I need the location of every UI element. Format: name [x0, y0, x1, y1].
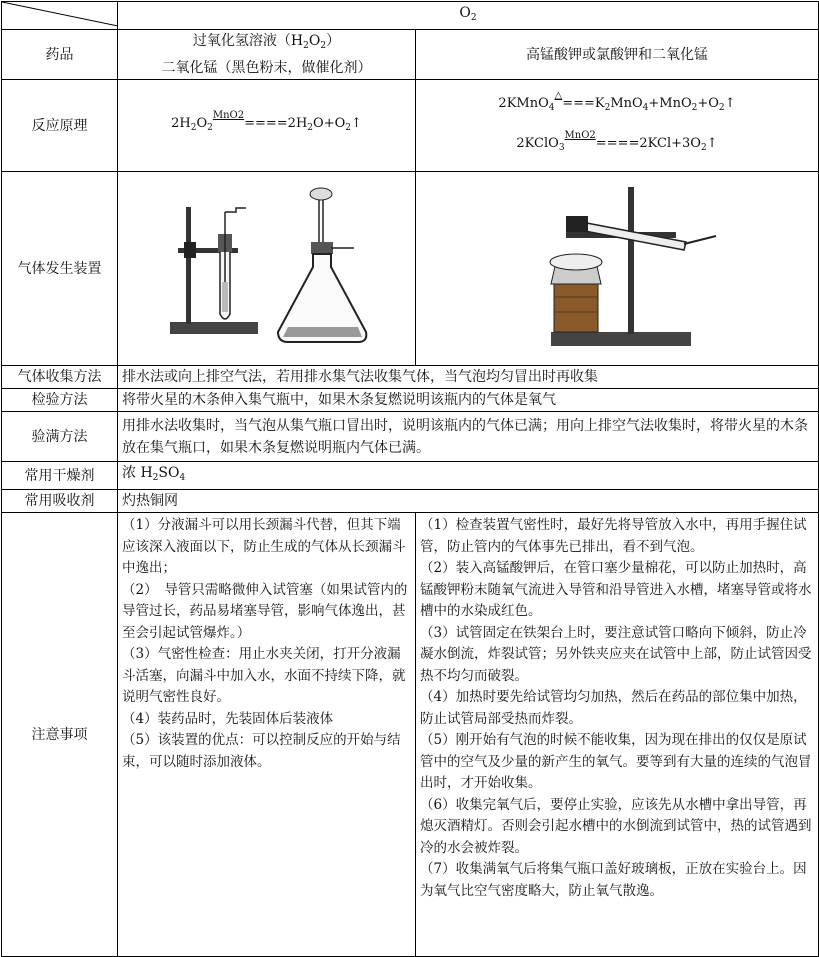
note-right-item: （6）收集完氧气后，要停止实验，应该先从水槽中拿出导管，再熄灭酒精灯。否则会引起水槽中的水倒流到试管中，热的试管遇到冷的水会被炸裂。 — [420, 796, 812, 856]
apparatus-label: 气体发生装置 — [2, 172, 118, 366]
reagents-row — [2, 30, 819, 80]
collection-value: 排水法或向上排空气法，若用排水集气法收集气体，当气泡均匀冒出时再收集 — [118, 366, 819, 389]
full-label: 验满方法 — [2, 412, 118, 462]
full-row — [2, 412, 819, 462]
liquid-solid-apparatus-drawing — [118, 172, 416, 358]
note-left-item: （5）该装置的优点：可以控制反应的开始与结束，可以随时添加液体。 — [122, 732, 401, 770]
apparatus-row — [2, 172, 819, 366]
test-label: 检验方法 — [2, 389, 118, 412]
diagonal-line — [2, 2, 118, 26]
full-value: 用排水法收集时，当气泡从集气瓶口冒出时，说明该瓶内的气体已满；用向上排空气法收集时，将带火星的木条放在集气瓶口，如果木条复燃说明瓶内气体已满。 — [118, 412, 819, 462]
dry-row — [2, 462, 819, 490]
apparatus-right — [416, 172, 819, 366]
note-right-item: （4）加热时要先给试管均匀加热，然后在药品的部位集中加热，防止试管局部受热而炸裂。 — [420, 689, 807, 727]
dry-label: 常用干燥剂 — [2, 462, 118, 490]
note-left-item: （2） 导管只需略微伸入试管塞（如果试管内的导管过长，药品易堵塞导管，影响气体逸出，甚至会引起试管爆炸。） — [122, 581, 408, 641]
notes-label: 注意事项 — [2, 513, 118, 957]
principle-right: $2KMnO_4^\triangle===K_2MnO_4+MnO_2+O_2↑$ $2KClO_3^{MnO2}====2KCl+3O_2↑$ — [416, 80, 819, 172]
header-title: $O_2$ — [118, 2, 819, 30]
test-value: 将带火星的木条伸入集气瓶中，如果木条复燃说明该瓶内的气体是氧气 — [118, 389, 819, 412]
diagonal-cell — [2, 2, 118, 30]
principle-left: $2H_2O_2^{MnO2}====2H_2O+O_2↑$ — [118, 80, 416, 172]
note-left-item: （3）气密性检查：用止水夹关闭，打开分液漏斗活塞，向漏斗中加入水，水面不持续下降，就说明气密性良好。 — [122, 646, 406, 705]
principle-label: 反应原理 — [2, 80, 118, 172]
reagents-label: 药品 — [2, 30, 118, 80]
oxygen-table — [1, 1, 819, 957]
note-right-item: （2）装入高锰酸钾后，在管口塞少量棉花，可以防止加热时，高锰酸钾粉末随氧气流进入导管和沿导管进入水槽，堵塞导管或将水槽中的水染成红色。 — [420, 560, 812, 619]
principle-row — [2, 80, 819, 172]
dry-value: 浓 $H_2SO_4$ — [118, 462, 819, 490]
apparatus-left — [118, 172, 416, 366]
reagents-right: 高锰酸钾或氯酸钾和二氧化锰 — [416, 30, 819, 80]
note-right-item: （3）试管固定在铁架台上时，要注意试管口略向下倾斜，防止冷凝水倒流，炸裂试管；另外铁夹应夹在试管中上部，防止试管因受热不均匀而破裂。 — [420, 624, 812, 684]
note-left-item: （1）分液漏斗可以用长颈漏斗代替，但其下端应该深入液面以下，防止生成的气体从长颈漏斗中逸出； — [122, 517, 406, 576]
absorb-row — [2, 490, 819, 513]
collection-row — [2, 366, 819, 389]
note-right-item: （1）检查装置气密性时，最好先将导管放入水中，再用手握住试管，防止管内的气体事先已排出，看不到气泡。 — [420, 517, 807, 555]
note-right-item: （5）刚开始有气泡的时候不能收集，因为现在排出的仅仅是原试管中的空气及少量的新产生的氧气。要等到有大量的连续的气泡冒出时，才开始收集。 — [420, 732, 812, 791]
note-right-item: （7）收集满氧气后将集气瓶口盖好玻璃板，正放在实验台上。因为氧气比空气密度略大，防止氧气散逸。 — [420, 861, 807, 899]
test-row — [2, 389, 819, 412]
absorb-label: 常用吸收剂 — [2, 490, 118, 513]
absorb-value: 灼热铜网 — [118, 490, 819, 513]
heating-apparatus-drawing — [416, 172, 819, 358]
header-row — [2, 2, 819, 30]
notes-row — [2, 513, 819, 957]
notes-right — [416, 513, 819, 957]
note-left-item: （4）装药品时，先装固体后装液体 — [122, 710, 334, 727]
reagents-left: 过氧化氢溶液$(H_2O_2)$ 二氧化锰（黑色粉末，做催化剂） — [118, 30, 416, 80]
collection-label: 气体收集方法 — [2, 366, 118, 389]
notes-left — [118, 513, 416, 957]
